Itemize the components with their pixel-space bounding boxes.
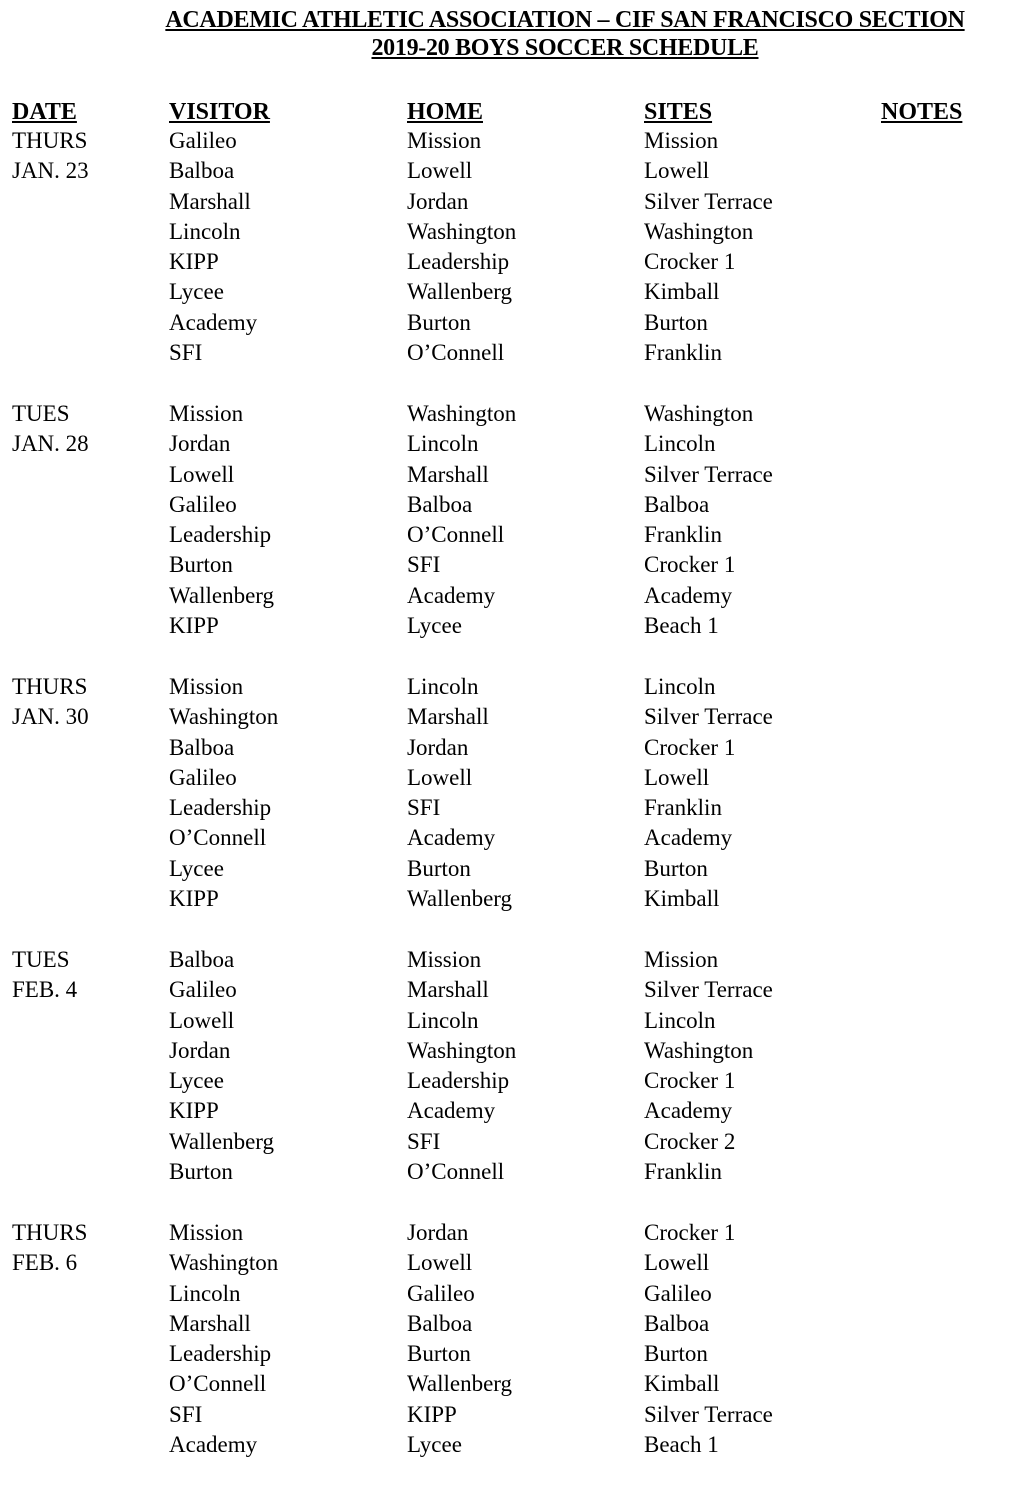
game-row	[0, 945, 1036, 975]
site-cell: Balboa	[644, 491, 710, 517]
visitor-cell: Lincoln	[169, 1280, 241, 1306]
site-cell: Crocker 1	[644, 249, 736, 275]
visitor-cell: Marshall	[169, 188, 251, 214]
game-row	[0, 854, 1036, 884]
home-cell: Washington	[407, 218, 517, 244]
visitor-cell: Lycee	[169, 1068, 224, 1094]
title-line-1: ACADEMIC ATHLETIC ASSOCIATION – CIF SAN FRANCISCO SECTION	[165, 7, 965, 33]
home-cell: Balboa	[407, 491, 473, 517]
site-cell: Lowell	[644, 158, 710, 184]
date-label: FEB. 6	[12, 1250, 78, 1276]
visitor-cell: KIPP	[169, 613, 219, 639]
game-row	[0, 247, 1036, 277]
site-cell: Academy	[644, 582, 733, 608]
date-label: JAN. 30	[12, 704, 89, 730]
home-cell: O’Connell	[407, 1159, 505, 1185]
home-cell: O’Connell	[407, 522, 505, 548]
home-cell: Jordan	[407, 1220, 469, 1245]
home-cell: Wallenberg	[407, 279, 513, 305]
site-cell: Washington	[644, 401, 754, 426]
visitor-cell: Mission	[169, 1220, 244, 1245]
game-row	[0, 1096, 1036, 1126]
site-cell: Washington	[644, 218, 754, 244]
game-row	[0, 884, 1036, 914]
game-row	[0, 1400, 1036, 1430]
site-cell: Kimball	[644, 1371, 720, 1397]
site-cell: Beach 1	[644, 1432, 719, 1458]
home-cell: Mission	[407, 947, 482, 972]
visitor-cell: Wallenberg	[169, 582, 275, 608]
header-home: HOME	[407, 99, 483, 125]
date-label: FEB. 4	[12, 977, 78, 1003]
visitor-cell: Marshall	[169, 1310, 251, 1336]
column-headers	[0, 97, 1036, 127]
home-cell: Leadership	[407, 1068, 510, 1094]
date-block	[0, 1218, 1036, 1460]
date-block	[0, 126, 1036, 368]
home-cell: Mission	[407, 128, 482, 153]
home-cell: Academy	[407, 825, 496, 851]
game-row	[0, 308, 1036, 338]
home-cell: Lowell	[407, 158, 473, 184]
game-row	[0, 581, 1036, 611]
site-cell: Lowell	[644, 1250, 710, 1276]
header-notes: NOTES	[881, 99, 963, 125]
site-cell: Washington	[644, 1037, 754, 1063]
date-block	[0, 672, 1036, 914]
game-row	[0, 126, 1036, 156]
visitor-cell: Academy	[169, 1432, 258, 1458]
game-row	[0, 763, 1036, 793]
game-row	[0, 672, 1036, 702]
site-cell: Crocker 1	[644, 552, 736, 578]
home-cell: Lincoln	[407, 674, 479, 699]
site-cell: Silver Terrace	[644, 1401, 773, 1427]
visitor-cell: Burton	[169, 1159, 233, 1185]
home-cell: Burton	[407, 309, 471, 335]
date-label: JAN. 28	[12, 431, 89, 457]
home-cell: Academy	[407, 1098, 496, 1124]
site-cell: Franklin	[644, 340, 722, 366]
site-cell: Franklin	[644, 795, 722, 821]
date-block	[0, 945, 1036, 1187]
game-row	[0, 187, 1036, 217]
date-day: THURS	[12, 128, 88, 153]
site-cell: Silver Terrace	[644, 188, 773, 214]
game-row	[0, 460, 1036, 490]
game-row	[0, 490, 1036, 520]
title-line-2: 2019-20 BOYS SOCCER SCHEDULE	[371, 35, 759, 61]
home-cell: SFI	[407, 1128, 441, 1154]
site-cell: Crocker 2	[644, 1128, 736, 1154]
home-cell: SFI	[407, 552, 441, 578]
site-cell: Crocker 1	[644, 734, 736, 760]
visitor-cell: Leadership	[169, 1341, 272, 1367]
visitor-cell: Balboa	[169, 158, 235, 184]
game-row	[0, 1157, 1036, 1187]
visitor-cell: KIPP	[169, 886, 219, 912]
game-row	[0, 1127, 1036, 1157]
home-cell: Academy	[407, 582, 496, 608]
visitor-cell: Wallenberg	[169, 1128, 275, 1154]
game-row	[0, 338, 1036, 368]
visitor-cell: Leadership	[169, 795, 272, 821]
site-cell: Kimball	[644, 886, 720, 912]
site-cell: Balboa	[644, 1310, 710, 1336]
home-cell: Lowell	[407, 764, 473, 790]
game-row	[0, 399, 1036, 429]
site-cell: Lowell	[644, 764, 710, 790]
site-cell: Franklin	[644, 522, 722, 548]
date-day: TUES	[12, 401, 70, 426]
visitor-cell: SFI	[169, 340, 203, 366]
game-row	[0, 520, 1036, 550]
home-cell: Lycee	[407, 613, 462, 639]
visitor-cell: Jordan	[169, 431, 231, 457]
visitor-cell: Galileo	[169, 977, 237, 1003]
home-cell: SFI	[407, 795, 441, 821]
visitor-cell: Jordan	[169, 1037, 231, 1063]
site-cell: Silver Terrace	[644, 704, 773, 730]
game-row	[0, 793, 1036, 823]
visitor-cell: Balboa	[169, 734, 235, 760]
home-cell: Leadership	[407, 249, 510, 275]
date-day: THURS	[12, 674, 88, 699]
visitor-cell: O’Connell	[169, 1371, 267, 1397]
site-cell: Galileo	[644, 1280, 712, 1306]
game-row	[0, 1339, 1036, 1369]
game-row	[0, 429, 1036, 459]
site-cell: Lincoln	[644, 1007, 716, 1033]
visitor-cell: Academy	[169, 309, 258, 335]
visitor-cell: Lowell	[169, 1007, 235, 1033]
visitor-cell: Lycee	[169, 279, 224, 305]
site-cell: Kimball	[644, 279, 720, 305]
game-row	[0, 975, 1036, 1005]
home-cell: Marshall	[407, 704, 489, 730]
site-cell: Burton	[644, 855, 708, 881]
site-cell: Academy	[644, 1098, 733, 1124]
game-row	[0, 1369, 1036, 1399]
game-row	[0, 1248, 1036, 1278]
home-cell: Jordan	[407, 734, 469, 760]
game-row	[0, 550, 1036, 580]
site-cell: Burton	[644, 1341, 708, 1367]
site-cell: Academy	[644, 825, 733, 851]
site-cell: Silver Terrace	[644, 977, 773, 1003]
visitor-cell: Galileo	[169, 491, 237, 517]
home-cell: Lincoln	[407, 431, 479, 457]
header-visitor: VISITOR	[169, 99, 270, 125]
game-row	[0, 156, 1036, 186]
game-row	[0, 702, 1036, 732]
home-cell: O’Connell	[407, 340, 505, 366]
home-cell: Washington	[407, 401, 517, 426]
visitor-cell: Mission	[169, 401, 244, 426]
site-cell: Mission	[644, 947, 719, 972]
home-cell: Galileo	[407, 1280, 475, 1306]
visitor-cell: Lycee	[169, 855, 224, 881]
visitor-cell: Burton	[169, 552, 233, 578]
home-cell: Wallenberg	[407, 886, 513, 912]
home-cell: Lincoln	[407, 1007, 479, 1033]
site-cell: Beach 1	[644, 613, 719, 639]
visitor-cell: Galileo	[169, 764, 237, 790]
home-cell: Lycee	[407, 1432, 462, 1458]
visitor-cell: Lincoln	[169, 218, 241, 244]
header-date: DATE	[12, 99, 77, 125]
game-row	[0, 823, 1036, 853]
date-day: TUES	[12, 947, 70, 972]
site-cell: Franklin	[644, 1159, 722, 1185]
game-row	[0, 1066, 1036, 1096]
game-row	[0, 1430, 1036, 1460]
home-cell: Washington	[407, 1037, 517, 1063]
home-cell: KIPP	[407, 1401, 457, 1427]
game-row	[0, 217, 1036, 247]
game-row	[0, 1279, 1036, 1309]
home-cell: Marshall	[407, 461, 489, 487]
home-cell: Balboa	[407, 1310, 473, 1336]
date-block	[0, 399, 1036, 641]
game-row	[0, 1006, 1036, 1036]
visitor-cell: Washington	[169, 1250, 279, 1276]
visitor-cell: Lowell	[169, 461, 235, 487]
home-cell: Jordan	[407, 188, 469, 214]
visitor-cell: Mission	[169, 674, 244, 699]
home-cell: Wallenberg	[407, 1371, 513, 1397]
game-row	[0, 733, 1036, 763]
game-row	[0, 1218, 1036, 1248]
visitor-cell: Balboa	[169, 947, 235, 972]
game-row	[0, 611, 1036, 641]
site-cell: Crocker 1	[644, 1068, 736, 1094]
visitor-cell: Washington	[169, 704, 279, 730]
site-cell: Mission	[644, 128, 719, 153]
visitor-cell: KIPP	[169, 249, 219, 275]
site-cell: Burton	[644, 309, 708, 335]
site-cell: Crocker 1	[644, 1220, 736, 1245]
game-row	[0, 1036, 1036, 1066]
site-cell: Lincoln	[644, 431, 716, 457]
schedule-table	[0, 126, 1036, 1491]
home-cell: Lowell	[407, 1250, 473, 1276]
game-row	[0, 1309, 1036, 1339]
site-cell: Silver Terrace	[644, 461, 773, 487]
date-label: JAN. 23	[12, 158, 89, 184]
document-title	[112, 6, 1018, 62]
home-cell: Marshall	[407, 977, 489, 1003]
visitor-cell: Galileo	[169, 128, 237, 153]
visitor-cell: KIPP	[169, 1098, 219, 1124]
game-row	[0, 277, 1036, 307]
visitor-cell: Leadership	[169, 522, 272, 548]
visitor-cell: SFI	[169, 1401, 203, 1427]
header-sites: SITES	[644, 99, 713, 125]
visitor-cell: O’Connell	[169, 825, 267, 851]
date-day: THURS	[12, 1220, 88, 1245]
site-cell: Lincoln	[644, 674, 716, 699]
home-cell: Burton	[407, 1341, 471, 1367]
home-cell: Burton	[407, 855, 471, 881]
